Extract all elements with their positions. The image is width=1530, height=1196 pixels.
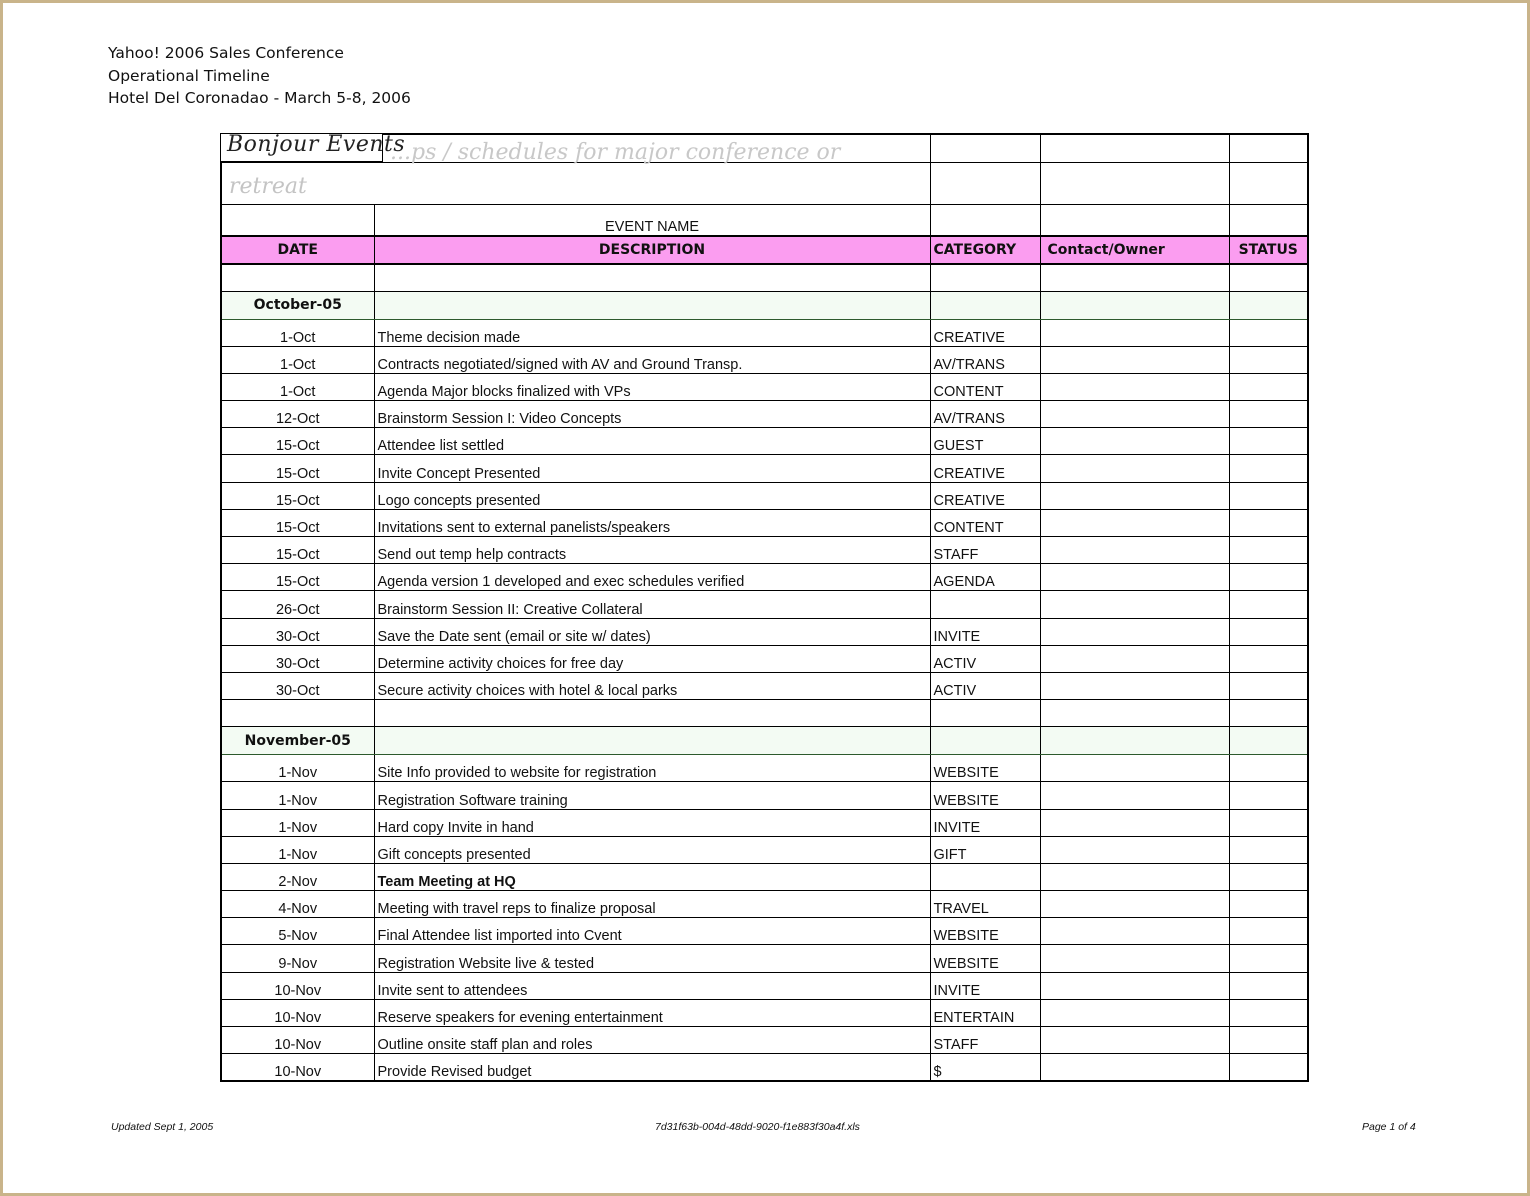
faded-subtitle: ...ps / schedules for major conference or [390, 140, 841, 164]
date-cell[interactable]: 1-Nov [221, 755, 374, 782]
owner-cell[interactable] [1040, 1054, 1229, 1081]
month-row [221, 291, 1308, 319]
description-cell[interactable]: Provide Revised budget [374, 1054, 930, 1081]
category-cell[interactable]: AV/TRANS [930, 401, 1040, 428]
month-empty-cell [930, 291, 1040, 319]
description-cell[interactable]: Logo concepts presented [374, 482, 930, 509]
date-cell[interactable]: 15-Oct [221, 537, 374, 564]
date-cell[interactable]: 10-Nov [221, 1054, 374, 1081]
owner-cell[interactable] [1040, 618, 1229, 645]
category-cell[interactable]: AGENDA [930, 564, 1040, 591]
table-row[interactable] [221, 509, 1308, 536]
date-cell[interactable]: 15-Oct [221, 428, 374, 455]
status-cell[interactable] [1229, 645, 1308, 672]
category-cell[interactable]: WEBSITE [930, 945, 1040, 972]
month-empty-cell [930, 727, 1040, 755]
description-cell[interactable]: Secure activity choices with hotel & local parks [374, 672, 930, 699]
date-cell[interactable]: 1-Nov [221, 782, 374, 809]
table-row[interactable] [221, 428, 1308, 455]
owner-cell[interactable] [1040, 782, 1229, 809]
owner-cell[interactable] [1040, 918, 1229, 945]
status-cell[interactable] [1229, 591, 1308, 618]
empty-cell [930, 700, 1040, 727]
table-row[interactable] [221, 564, 1308, 591]
col-owner-header: Contact/Owner [1040, 236, 1229, 264]
footer-page: Page 1 of 4 [1362, 1121, 1416, 1133]
owner-cell[interactable] [1040, 945, 1229, 972]
description-cell[interactable]: Brainstorm Session I: Video Concepts [374, 401, 930, 428]
empty-cell [374, 700, 930, 727]
spacer-row [221, 264, 1308, 291]
owner-cell[interactable] [1040, 401, 1229, 428]
description-cell[interactable]: Agenda version 1 developed and exec schedules verified [374, 564, 930, 591]
date-cell[interactable]: 5-Nov [221, 918, 374, 945]
empty-cell [1040, 264, 1229, 291]
category-cell[interactable]: ACTIV [930, 672, 1040, 699]
table-row[interactable] [221, 999, 1308, 1026]
title-row-2 [221, 162, 1308, 204]
date-cell[interactable]: 12-Oct [221, 401, 374, 428]
owner-cell[interactable] [1040, 672, 1229, 699]
description-cell[interactable]: Final Attendee list imported into Cvent [374, 918, 930, 945]
month-empty-cell [374, 291, 930, 319]
category-cell[interactable]: INVITE [930, 972, 1040, 999]
owner-cell[interactable] [1040, 1027, 1229, 1054]
category-cell[interactable]: STAFF [930, 1027, 1040, 1054]
table-row[interactable] [221, 591, 1308, 618]
empty-cell [221, 264, 374, 291]
date-cell[interactable]: 15-Oct [221, 482, 374, 509]
category-cell[interactable]: ACTIV [930, 645, 1040, 672]
col-status-header: STATUS [1229, 236, 1308, 264]
status-cell[interactable] [1229, 455, 1308, 482]
status-cell[interactable] [1229, 672, 1308, 699]
date-cell[interactable]: 1-Oct [221, 346, 374, 373]
category-cell[interactable]: GUEST [930, 428, 1040, 455]
status-cell[interactable] [1229, 999, 1308, 1026]
table-row[interactable] [221, 782, 1308, 809]
table-row[interactable] [221, 482, 1308, 509]
footer-updated: Updated Sept 1, 2005 [111, 1121, 214, 1133]
date-cell[interactable]: 10-Nov [221, 1027, 374, 1054]
date-cell[interactable]: 15-Oct [221, 564, 374, 591]
owner-cell[interactable] [1040, 591, 1229, 618]
status-cell[interactable] [1229, 809, 1308, 836]
owner-cell[interactable] [1040, 999, 1229, 1026]
category-cell[interactable]: AV/TRANS [930, 346, 1040, 373]
date-cell[interactable]: 30-Oct [221, 645, 374, 672]
owner-cell[interactable] [1040, 509, 1229, 536]
category-cell[interactable]: CONTENT [930, 373, 1040, 400]
bonjour-events-logo [221, 132, 406, 162]
table-row[interactable] [221, 346, 1308, 373]
col-date-header: DATE [221, 236, 374, 264]
description-cell[interactable]: Registration Website live & tested [374, 945, 930, 972]
date-cell[interactable]: 1-Nov [221, 809, 374, 836]
description-cell[interactable]: Agenda Major blocks finalized with VPs [374, 373, 930, 400]
owner-cell[interactable] [1040, 645, 1229, 672]
status-cell[interactable] [1229, 401, 1308, 428]
date-cell[interactable]: 1-Oct [221, 373, 374, 400]
empty-cell [1229, 700, 1308, 727]
date-cell[interactable]: 30-Oct [221, 618, 374, 645]
description-cell[interactable]: Invite Concept Presented [374, 455, 930, 482]
month-empty-cell [374, 727, 930, 755]
date-cell[interactable]: 10-Nov [221, 999, 374, 1026]
date-cell[interactable]: 15-Oct [221, 455, 374, 482]
logo-text: Bonjour Events [227, 132, 406, 157]
description-cell[interactable]: Site Info provided to website for registration [374, 755, 930, 782]
table-row[interactable] [221, 836, 1308, 863]
owner-cell[interactable] [1040, 836, 1229, 863]
category-cell[interactable] [930, 591, 1040, 618]
table-row[interactable] [221, 918, 1308, 945]
month-empty-cell [1229, 727, 1308, 755]
description-cell[interactable]: Meeting with travel reps to finalize proposal [374, 891, 930, 918]
owner-cell[interactable] [1040, 346, 1229, 373]
status-cell[interactable] [1229, 891, 1308, 918]
month-label: October-05 [221, 291, 374, 319]
date-cell[interactable]: 2-Nov [221, 863, 374, 890]
empty-cell [930, 264, 1040, 291]
description-cell[interactable]: Brainstorm Session II: Creative Collateral [374, 591, 930, 618]
category-cell[interactable]: GIFT [930, 836, 1040, 863]
description-cell[interactable]: Gift concepts presented [374, 836, 930, 863]
header-line-3: Hotel Del Coronadao - March 5-8, 2006 [108, 89, 411, 107]
owner-cell[interactable] [1040, 373, 1229, 400]
description-cell[interactable]: Determine activity choices for free day [374, 645, 930, 672]
owner-cell[interactable] [1040, 863, 1229, 890]
category-cell[interactable]: TRAVEL [930, 891, 1040, 918]
category-cell[interactable]: CREATIVE [930, 455, 1040, 482]
table-row[interactable] [221, 863, 1308, 890]
table-row[interactable] [221, 618, 1308, 645]
table-row[interactable] [221, 455, 1308, 482]
description-cell[interactable]: Attendee list settled [374, 428, 930, 455]
category-cell[interactable]: CONTENT [930, 509, 1040, 536]
table-row[interactable] [221, 809, 1308, 836]
status-cell[interactable] [1229, 836, 1308, 863]
footer-filename: 7d31f63b-004d-48dd-9020-f1e883f30a4f.xls [655, 1121, 860, 1133]
owner-cell[interactable] [1040, 755, 1229, 782]
description-cell[interactable]: Send out temp help contracts [374, 537, 930, 564]
empty-cell [1040, 700, 1229, 727]
status-cell[interactable] [1229, 1054, 1308, 1081]
owner-cell[interactable] [1040, 891, 1229, 918]
spacer-row [221, 700, 1308, 727]
category-cell[interactable]: INVITE [930, 809, 1040, 836]
owner-cell[interactable] [1040, 482, 1229, 509]
month-empty-cell [1040, 291, 1229, 319]
description-cell[interactable]: Save the Date sent (email or site w/ dates) [374, 618, 930, 645]
table-row[interactable] [221, 319, 1308, 346]
table-row[interactable] [221, 945, 1308, 972]
table-row[interactable] [221, 401, 1308, 428]
owner-cell[interactable] [1040, 809, 1229, 836]
empty-cell [1229, 264, 1308, 291]
status-cell[interactable] [1229, 373, 1308, 400]
category-cell[interactable]: $ [930, 1054, 1040, 1081]
category-cell[interactable]: CREATIVE [930, 482, 1040, 509]
header-line-1: Yahoo! 2006 Sales Conference [108, 44, 344, 62]
description-cell[interactable]: Contracts negotiated/signed with AV and Ground Transp. [374, 346, 930, 373]
table-row[interactable] [221, 972, 1308, 999]
status-cell[interactable] [1229, 918, 1308, 945]
category-cell[interactable]: CREATIVE [930, 319, 1040, 346]
owner-cell[interactable] [1040, 455, 1229, 482]
month-empty-cell [1229, 291, 1308, 319]
owner-cell[interactable] [1040, 564, 1229, 591]
date-cell[interactable]: 30-Oct [221, 672, 374, 699]
date-cell[interactable]: 15-Oct [221, 509, 374, 536]
event-name[interactable]: EVENT NAME [374, 204, 930, 236]
category-cell[interactable]: WEBSITE [930, 918, 1040, 945]
month-row [221, 727, 1308, 755]
status-cell[interactable] [1229, 537, 1308, 564]
table-row[interactable] [221, 891, 1308, 918]
status-cell[interactable] [1229, 618, 1308, 645]
table-row[interactable] [221, 645, 1308, 672]
header-line-2: Operational Timeline [108, 66, 270, 85]
category-cell[interactable]: STAFF [930, 537, 1040, 564]
month-label: November-05 [221, 727, 374, 755]
date-cell[interactable]: 26-Oct [221, 591, 374, 618]
status-cell[interactable] [1229, 972, 1308, 999]
timeline-table [220, 133, 1309, 1082]
description-cell[interactable]: Registration Software training [374, 782, 930, 809]
status-cell[interactable] [1229, 863, 1308, 890]
category-cell[interactable]: INVITE [930, 618, 1040, 645]
status-cell[interactable] [1229, 319, 1308, 346]
status-cell[interactable] [1229, 1027, 1308, 1054]
owner-cell[interactable] [1040, 428, 1229, 455]
table-row[interactable] [221, 672, 1308, 699]
owner-cell[interactable] [1040, 537, 1229, 564]
status-cell[interactable] [1229, 428, 1308, 455]
category-cell[interactable]: WEBSITE [930, 782, 1040, 809]
table-row[interactable] [221, 537, 1308, 564]
status-cell[interactable] [1229, 564, 1308, 591]
description-cell[interactable]: Outline onsite staff plan and roles [374, 1027, 930, 1054]
document-header [108, 42, 411, 110]
table-row[interactable] [221, 1054, 1308, 1081]
event-name-row [221, 204, 1308, 236]
status-cell[interactable] [1229, 346, 1308, 373]
description-cell[interactable]: Invite sent to attendees [374, 972, 930, 999]
description-cell[interactable]: Reserve speakers for evening entertainment [374, 999, 930, 1026]
date-cell[interactable]: 1-Nov [221, 836, 374, 863]
empty-cell [374, 264, 930, 291]
description-cell[interactable]: Team Meeting at HQ [374, 863, 930, 890]
owner-cell[interactable] [1040, 972, 1229, 999]
faded-subtitle-2: retreat [229, 174, 307, 199]
category-cell[interactable]: WEBSITE [930, 755, 1040, 782]
category-cell[interactable]: ENTERTAIN [930, 999, 1040, 1026]
status-cell[interactable] [1229, 509, 1308, 536]
status-cell[interactable] [1229, 755, 1308, 782]
col-description-header: DESCRIPTION [374, 236, 930, 264]
status-cell[interactable] [1229, 482, 1308, 509]
column-header-row [221, 236, 1308, 264]
date-cell[interactable]: 9-Nov [221, 945, 374, 972]
empty-cell [221, 700, 374, 727]
month-empty-cell [1040, 727, 1229, 755]
description-cell[interactable]: Hard copy Invite in hand [374, 809, 930, 836]
col-category-header: CATEGORY [930, 236, 1040, 264]
date-cell[interactable]: 4-Nov [221, 891, 374, 918]
category-cell[interactable] [930, 863, 1040, 890]
description-cell[interactable]: Theme decision made [374, 319, 930, 346]
table-row[interactable] [221, 373, 1308, 400]
status-cell[interactable] [1229, 945, 1308, 972]
table-row[interactable] [221, 1027, 1308, 1054]
description-cell[interactable]: Invitations sent to external panelists/speakers [374, 509, 930, 536]
date-cell[interactable]: 10-Nov [221, 972, 374, 999]
status-cell[interactable] [1229, 782, 1308, 809]
table-row[interactable] [221, 755, 1308, 782]
owner-cell[interactable] [1040, 319, 1229, 346]
date-cell[interactable]: 1-Oct [221, 319, 374, 346]
